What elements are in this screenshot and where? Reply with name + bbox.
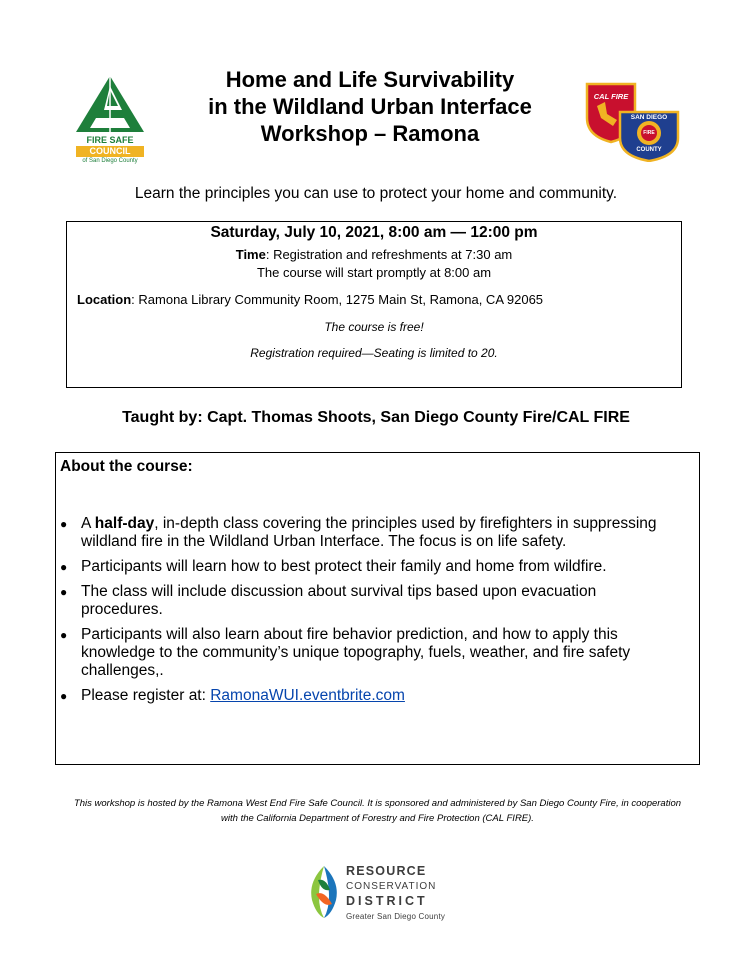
rcd-line-3: DISTRICT (346, 894, 428, 908)
list-item (56, 626, 676, 680)
time-label: Time (235, 247, 266, 262)
bullet-1-prefix: A (81, 515, 95, 532)
bullet-1-bold: half-day (94, 515, 155, 532)
bullet-icon: ● (60, 585, 68, 599)
course-bullet-list (56, 515, 676, 712)
bullet-icon: ● (60, 560, 68, 574)
county-label: COUNTY (636, 147, 662, 153)
course-free-note: The course is free! (324, 320, 424, 334)
location-label: Location (77, 292, 132, 307)
instructor-line: Taught by: Capt. Thomas Shoots, San Diego County Fire/CAL FIRE (122, 409, 630, 426)
san-diego-label: SAN DIEGO (630, 114, 668, 121)
cal-fire-label: CAL FIRE (593, 92, 629, 101)
event-location (77, 292, 543, 307)
list-item (56, 515, 676, 551)
event-start: The course will start promptly at 8:00 am (256, 265, 492, 280)
fire-label: FIRE (643, 130, 655, 136)
rcd-line-1: RESOURCE (346, 864, 427, 878)
rcd-wordmark (346, 864, 445, 924)
title-line-2: in the Wildland Urban Interface (208, 94, 532, 119)
title-line-1: Home and Life Survivability (225, 67, 515, 92)
fsc-label-2: COUNCIL (76, 146, 144, 157)
registration-note: Registration required—Seating is limited to 20. (250, 346, 498, 360)
fire-safe-council-logo (74, 74, 146, 166)
fire-safe-council-mountain-icon (74, 74, 146, 134)
location-text: : Ramona Library Community Room, 1275 Main St, Ramona, CA 92065 (131, 292, 544, 307)
bullet-5-text: Please register at: (81, 687, 211, 704)
rcd-line-2: CONSERVATION (346, 881, 437, 892)
list-item (56, 583, 676, 619)
bullet-2-text: Participants will learn how to best protect their family and home from wildfire. (81, 558, 607, 575)
rcd-line-4: Greater San Diego County (346, 912, 446, 921)
san-diego-fire-logo (617, 108, 681, 162)
list-item (56, 687, 676, 705)
fsc-label-1: FIRE SAFE (86, 135, 134, 145)
bullet-3-text: The class will include discussion about survival tips based upon evacuation procedures. (81, 583, 597, 618)
event-date: Saturday, July 10, 2021, 8:00 am — 12:00 pm (210, 224, 538, 241)
time-text: : Registration and refreshments at 7:30 am (265, 247, 513, 262)
fsc-label-3: of San Diego County (82, 158, 138, 164)
list-item (56, 558, 676, 576)
rcd-leaf-icon (306, 864, 342, 920)
about-heading: About the course: (60, 458, 193, 475)
event-time (67, 247, 681, 262)
title-line-3: Workshop – Ramona (260, 121, 480, 146)
footer-note: This workshop is hosted by the Ramona West End Fire Safe Council. It is sponsored and administered by San Diego County Fire, in cooperation with the California Department of Forestry and Fire Protection (CAL FIRE). (73, 798, 682, 824)
about-course-box (55, 452, 700, 765)
registration-link[interactable]: RamonaWUI.eventbrite.com (210, 687, 405, 704)
bullet-icon: ● (60, 517, 68, 531)
page-title (150, 66, 590, 147)
bullet-icon: ● (60, 628, 68, 642)
subtitle: Learn the principles you can use to protect your home and community. (134, 185, 618, 202)
event-details-box (66, 221, 682, 388)
bullet-4-text: Participants will also learn about fire behavior prediction, and how to apply this knowledge to the community’s unique topography, fuels, weather, and fire safety challenges,. (81, 626, 631, 679)
bullet-1-rest: , in-depth class covering the principles used by firefighters in suppressing wildland fire in the Wildland Urban Interface. The focus is on life safety. (81, 515, 657, 550)
bullet-icon: ● (60, 689, 68, 703)
